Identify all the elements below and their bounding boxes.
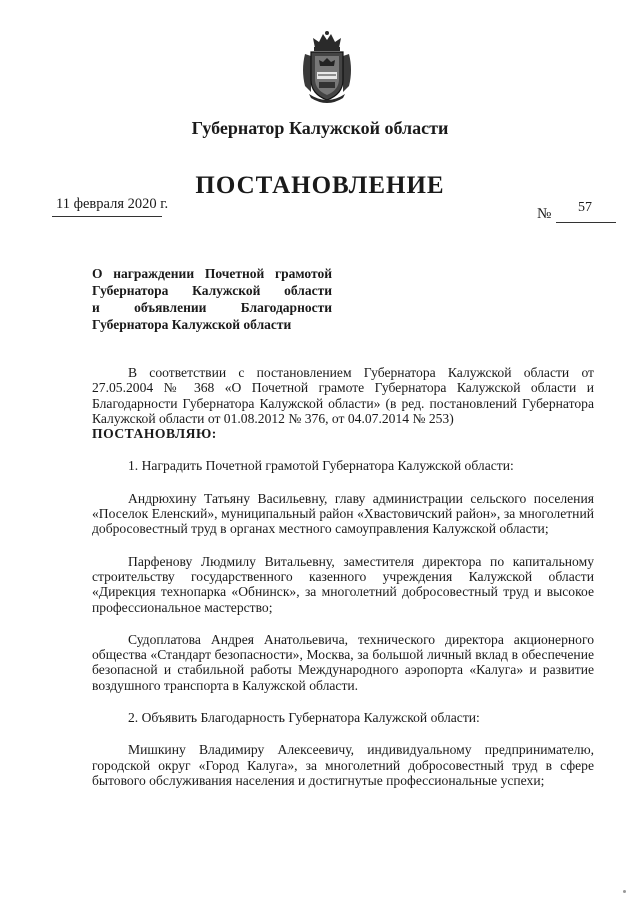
kaluga-coat-of-arms-icon [299, 30, 355, 106]
thanks-paragraph: Мишкину Владимиру Алексеевичу, индивидуальному предпринимателю, городской округ «Город Калуга», за многолетний добросовестный труд в сфере бытового обслуживания населения и достигнутые профессиональные успехи; [92, 742, 594, 788]
date-underline [52, 216, 162, 217]
decree-heading: ПОСТАНОВЛЯЮ: [92, 426, 217, 442]
scan-speck [623, 890, 626, 893]
item-2-heading: 2. Объявить Благодарность Губернатора Калужской области: [128, 710, 480, 726]
subject-line: и объявлении Благодарности [92, 300, 332, 315]
document-type: ПОСТАНОВЛЕНИЕ [195, 172, 445, 199]
document-date: 11 февраля 2020 г. [56, 196, 169, 212]
award-paragraph: Парфенову Людмилу Витальевну, заместителя директора по капитальному строительству государственного казенного учреждения Калужской области «Дирекция технопарка «Обнинск», за многолетний добросовестный труд и высокое профессиональное мастерство; [92, 553, 594, 615]
subject-line: О награждении Почетной грамотой [92, 266, 332, 281]
item-1-heading: 1. Наградить Почетной грамотой Губернатора Калужской области: [128, 458, 514, 474]
preamble-paragraph: В соответствии с постановлением Губернатора Калужской области от 27.05.2004 № 368 «О Почетной грамоте Губернатора Калужской области и Благодарности Губернатора Калужской области» (в ред. постановлений Губернатора Калужской области от 01.08.2012 № 376, от 04.07.2014 № 253) [92, 365, 594, 426]
document-number: 57 [578, 200, 592, 215]
document-body [92, 365, 594, 788]
subject-line: Губернатора Калужской области [92, 317, 292, 332]
number-sign: № [537, 206, 552, 222]
award-paragraph: Судоплатова Андрея Анатольевича, технического директора акционерного общества «Стандарт безопасности», Москва, за большой личный вклад в обеспечение безопасной и стабильной работы Международного аэропорта «Калуга» и развитие воздушного транспорта в Калужской области. [92, 631, 594, 693]
number-underline [556, 222, 616, 223]
document-subject [92, 265, 332, 333]
award-paragraph: Андрюхину Татьяну Васильевну, главу администрации сельского поселения «Поселок Еленский», муниципальный район «Хвастовичский район», за многолетний добросовестный труд в органах местного самоуправления Калужской области; [92, 490, 594, 537]
authority-title: Губернатор Калужской области [191, 118, 449, 138]
subject-line: Губернатора Калужской области [92, 283, 332, 298]
